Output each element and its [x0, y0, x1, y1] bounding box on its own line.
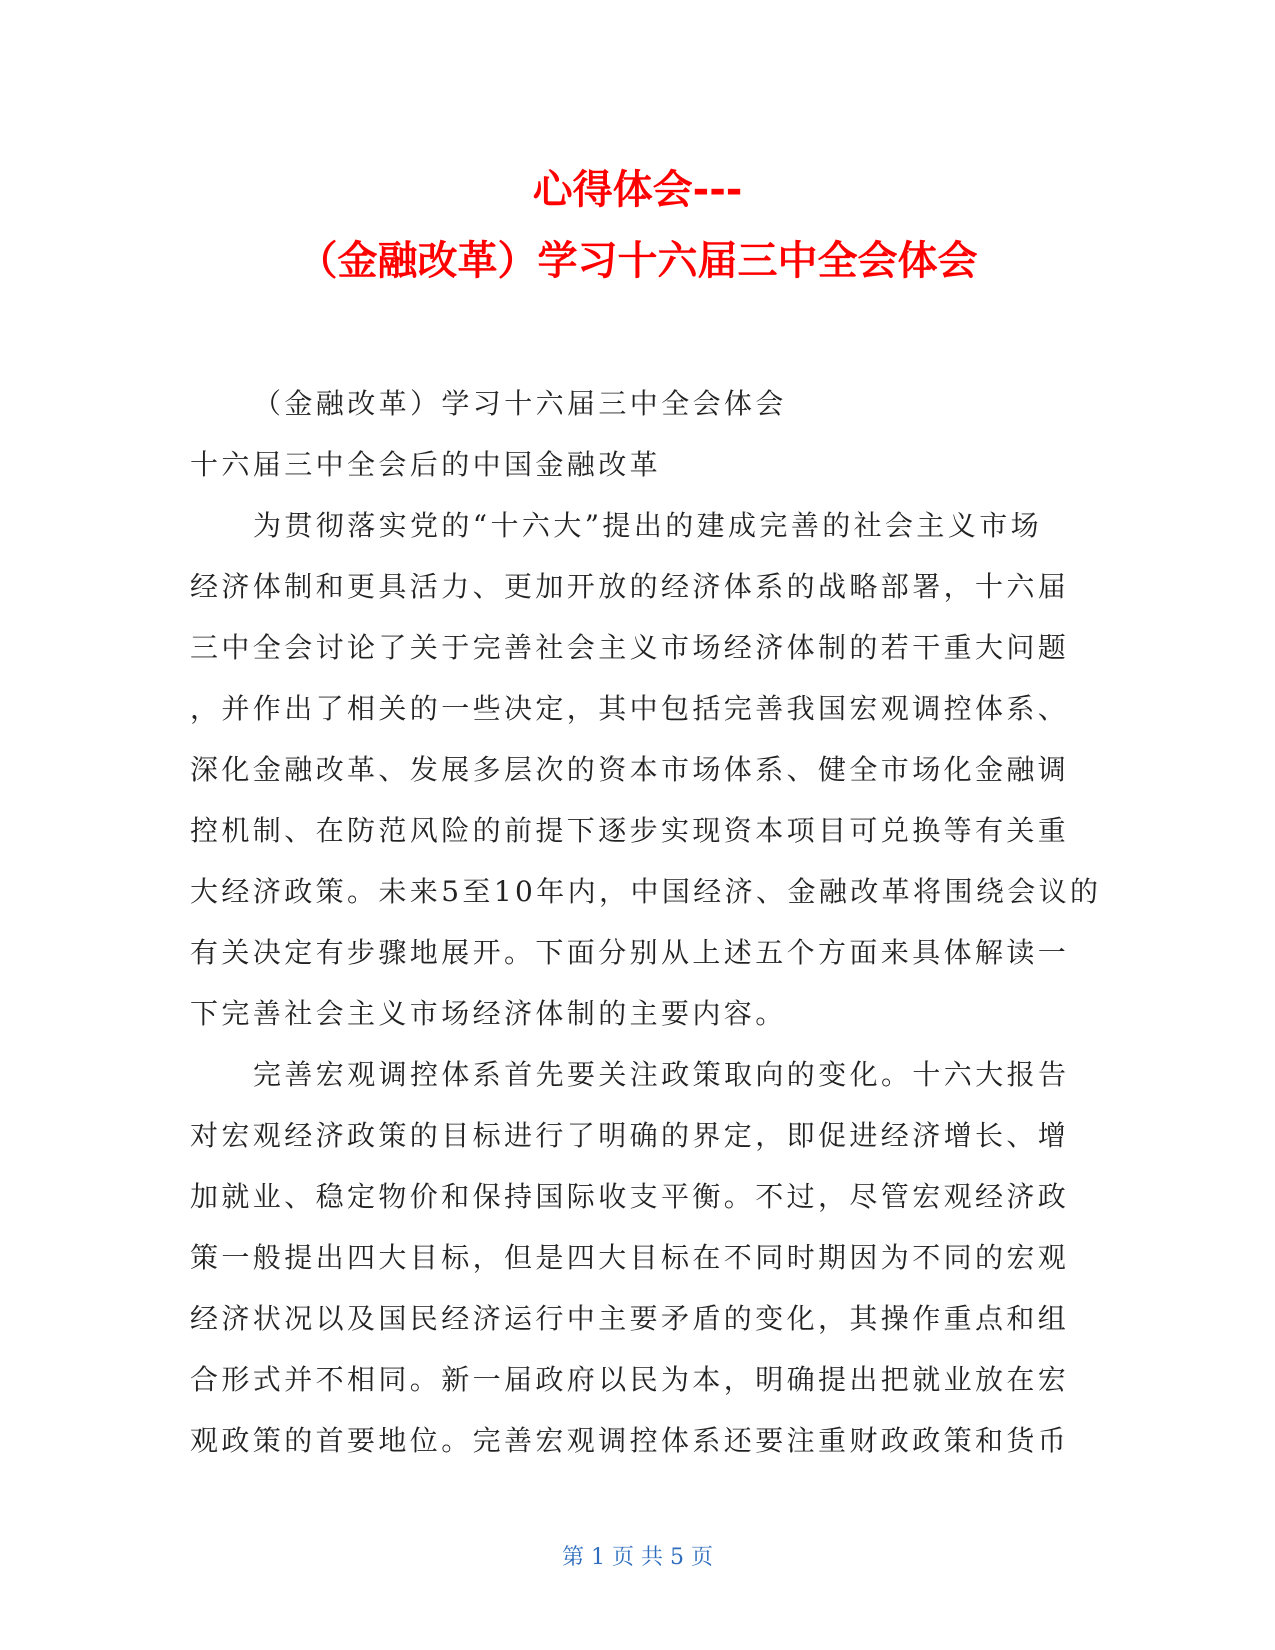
text-line: 策一般提出四大目标，但是四大目标在不同时期因为不同的宏观 — [190, 1241, 1070, 1274]
text-line: （金融改革）学习十六届三中全会体会 — [253, 387, 787, 420]
text-line: 下完善社会主义市场经济体制的主要内容。 — [190, 997, 787, 1030]
text-line: 完善宏观调控体系首先要关注政策取向的变化。十六大报告 — [253, 1058, 1070, 1091]
document-title-line-2: （金融改革）学习十六届三中全会体会 — [297, 238, 978, 284]
text-line: 十六届三中全会后的中国金融改革 — [190, 448, 662, 481]
text-line: 合形式并不相同。新一届政府以民为本，明确提出把就业放在宏 — [190, 1363, 1070, 1396]
text-line: 为贯彻落实党的“十六大”提出的建成完善的社会主义市场 — [253, 509, 1043, 542]
text-line: 经济体制和更具活力、更加开放的经济体系的战略部署，十六届 — [190, 570, 1070, 603]
text-line: 有关决定有步骤地展开。下面分别从上述五个方面来具体解读一 — [190, 936, 1070, 969]
text-line: 对宏观经济政策的目标进行了明确的界定，即促进经济增长、增 — [190, 1119, 1070, 1152]
text-line: 三中全会讨论了关于完善社会主义市场经济体制的若干重大问题 — [190, 631, 1070, 664]
document-body — [190, 373, 1102, 1471]
text-line: 控机制、在防范风险的前提下逐步实现资本项目可兑换等有关重 — [190, 814, 1070, 847]
text-line: 大经济政策。未来5至10年内，中国经济、金融改革将围绕会议的 — [190, 875, 1102, 908]
document-title-line-1: 心得体会--- — [532, 167, 743, 213]
text-line: 经济状况以及国民经济运行中主要矛盾的变化，其操作重点和组 — [190, 1302, 1070, 1335]
text-line: 深化金融改革、发展多层次的资本市场体系、健全市场化金融调 — [190, 753, 1070, 786]
text-line: ，并作出了相关的一些决定，其中包括完善我国宏观调控体系、 — [190, 692, 1070, 725]
page-number-footer: 第 1 页 共 5 页 — [562, 1545, 713, 1570]
text-line: 观政策的首要地位。完善宏观调控体系还要注重财政政策和货币 — [190, 1424, 1070, 1457]
text-line: 加就业、稳定物价和保持国际收支平衡。不过，尽管宏观经济政 — [190, 1180, 1070, 1213]
